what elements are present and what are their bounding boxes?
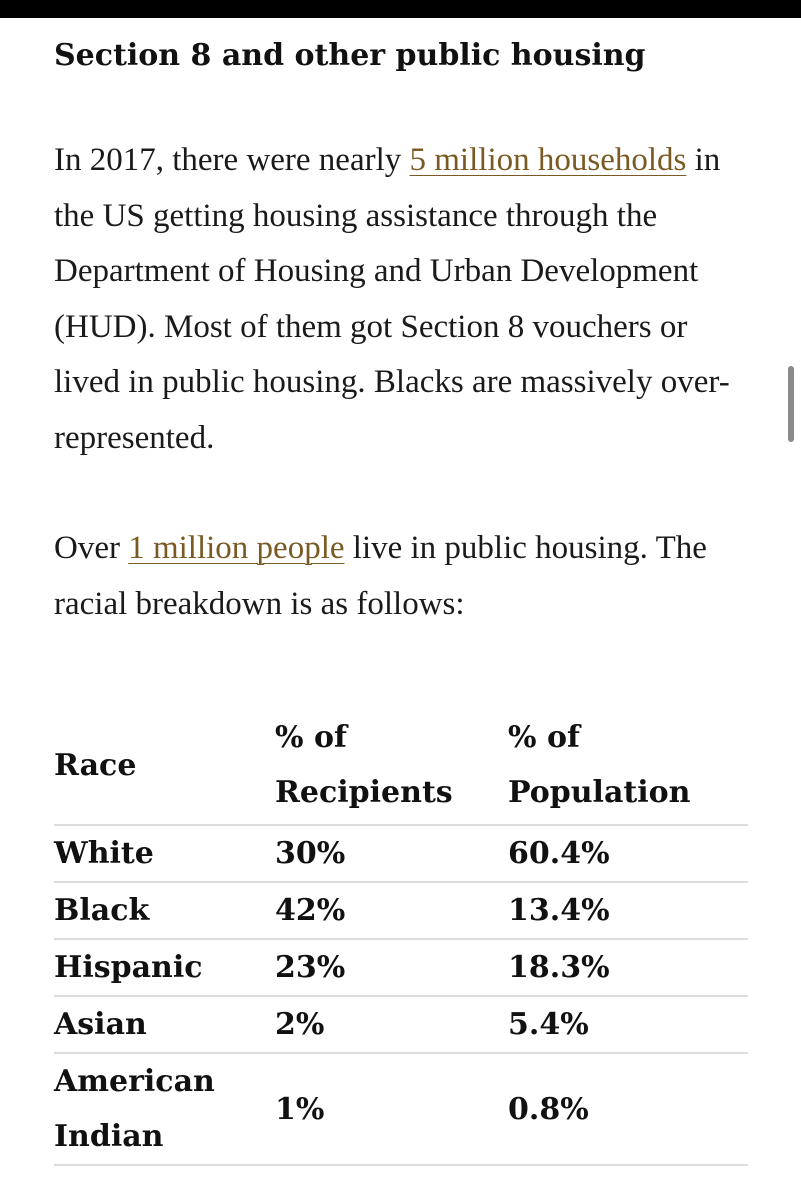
cell-recipients: 2% <box>275 996 508 1053</box>
cell-race: Asian <box>54 996 275 1053</box>
cell-recipients: 30% <box>275 825 508 882</box>
cell-recipients: 23% <box>275 939 508 996</box>
cell-race: White <box>54 825 275 882</box>
table-row <box>54 882 748 939</box>
header-race: Race <box>54 747 137 783</box>
cell-race: American Indian <box>54 1053 275 1165</box>
cell-recipients: 42% <box>275 882 508 939</box>
cell-population: 18.3% <box>508 939 748 996</box>
cell-race: Black <box>54 882 275 939</box>
link-5-million-households[interactable]: 5 million households <box>409 142 687 178</box>
cell-population: 0.8% <box>508 1053 748 1165</box>
table-row <box>54 1053 748 1165</box>
top-status-bar <box>0 0 801 18</box>
paragraph-hud-assistance <box>54 133 748 466</box>
paragraph-text: live in public housing. The racial breakdown is as follows: <box>54 530 707 622</box>
article-body <box>54 34 748 632</box>
paragraph-text: in the US getting housing assistance through the Department of Housing and Urban Development (HUD). Most of them got Section 8 vouchers or lived in public housing. Blacks are massively over-represented. <box>54 142 730 456</box>
scrollbar-thumb[interactable] <box>788 366 794 442</box>
paragraph-text: In 2017, there were nearly <box>54 142 410 178</box>
section-heading: Section 8 and other public housing <box>54 38 646 73</box>
cell-recipients: 1% <box>275 1053 508 1165</box>
table-row <box>54 939 748 996</box>
cell-population: 60.4% <box>508 825 748 882</box>
link-1-million-people[interactable]: 1 million people <box>128 530 345 566</box>
table-header-row <box>54 710 748 825</box>
cell-population: 5.4% <box>508 996 748 1053</box>
paragraph-text: Over <box>54 530 129 566</box>
cell-race: Hispanic <box>54 939 275 996</box>
table-row <box>54 825 748 882</box>
table-row <box>54 996 748 1053</box>
paragraph-public-housing <box>54 521 748 632</box>
header-recipients: % of Recipients <box>275 720 453 810</box>
cell-population: 13.4% <box>508 882 748 939</box>
header-population: % of Population <box>508 720 691 810</box>
racial-breakdown-table <box>54 710 748 1166</box>
